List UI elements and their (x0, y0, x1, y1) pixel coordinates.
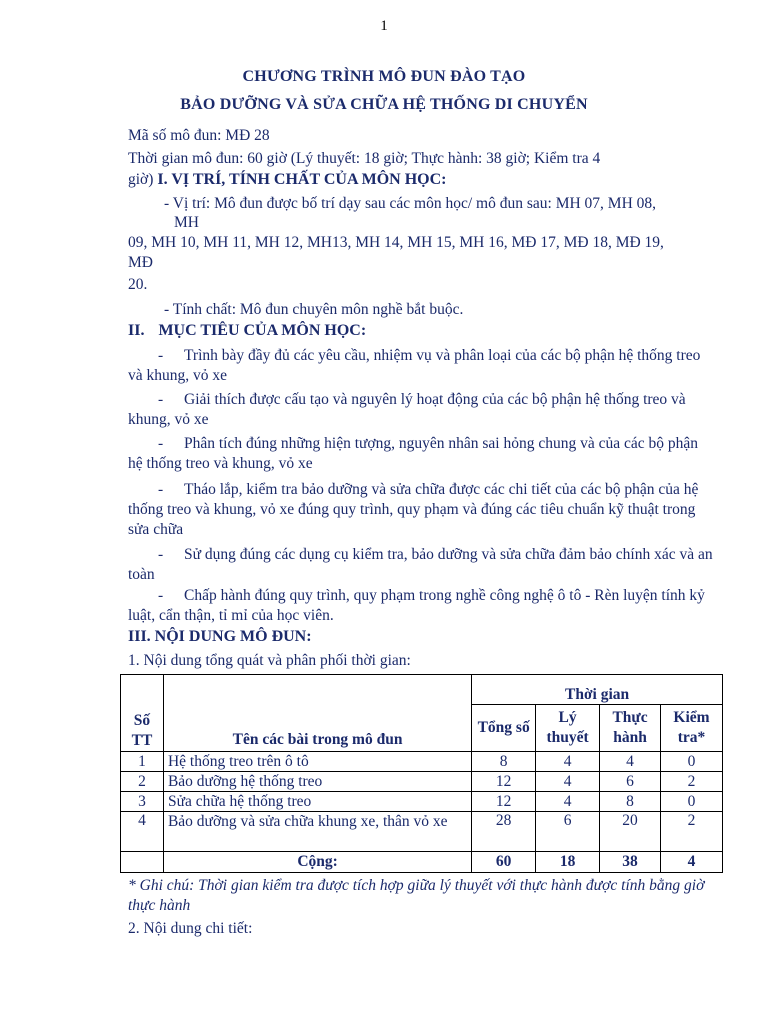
table-row (121, 792, 723, 812)
bullet-dash: - (158, 347, 164, 364)
table-row (121, 752, 723, 772)
table-row (121, 772, 723, 792)
row-name: Hệ thống treo trên ô tô (163, 752, 471, 772)
row-theory: 4 (536, 772, 600, 792)
row-name: Bảo dưỡng hệ thống treo (163, 772, 471, 792)
time-allocation-table (120, 674, 723, 873)
module-duration-end: giờ) (128, 171, 154, 188)
section1-line (128, 171, 447, 189)
row-no: 3 (121, 792, 164, 812)
section1-heading: I. VỊ TRÍ, TÍNH CHẤT CỦA MÔN HỌC: (157, 171, 447, 188)
row-practice: 8 (600, 792, 661, 812)
section2-heading-row (128, 322, 366, 340)
row-total: 12 (472, 772, 536, 792)
row-practice: 6 (600, 772, 661, 792)
module-duration: Thời gian mô đun: 60 giờ (Lý thuyết: 18 giờ; Thực hành: 38 giờ; Kiểm tra 4 (128, 150, 601, 167)
bullet-dash: - (158, 546, 164, 563)
table-note: * Ghi chú: Thời gian kiểm tra được tích hợp giữa lý thuyết với thực hành được tính bằng giờ thực hành (128, 877, 705, 914)
objective-text: Phân tích đúng những hiện tượng, nguyên nhân sai hỏng chung và của các bộ phận hệ thống treo và khung, vỏ xe (128, 435, 698, 472)
row-theory: 6 (536, 812, 600, 852)
row-total: 12 (472, 792, 536, 812)
page-number: 1 (380, 18, 388, 34)
subsection1-heading: 1. Nội dung tổng quát và phân phối thời gian: (128, 652, 411, 669)
objective-item (128, 390, 713, 430)
document-title: CHƯƠNG TRÌNH MÔ ĐUN ĐÀO TẠO (242, 68, 526, 85)
total-practice: 38 (600, 852, 661, 873)
section3-heading: III. NỘI DUNG MÔ ĐUN: (128, 628, 312, 645)
bullet-dash: - (158, 391, 164, 408)
table-row (121, 812, 723, 852)
header-total: Tổng số (472, 705, 536, 752)
module-code: Mã số mô đun: MĐ 28 (128, 127, 270, 144)
header-lesson-name: Tên các bài trong mô đun (163, 675, 471, 752)
header-no: Số TT (121, 675, 164, 752)
bullet-dash: - (158, 481, 164, 498)
row-practice: 20 (600, 812, 661, 852)
row-name: Bảo dưỡng và sửa chữa khung xe, thân vỏ xe (163, 812, 471, 852)
header-theory: Lý thuyết (536, 705, 600, 752)
total-label: Cộng: (163, 852, 471, 873)
row-total: 8 (472, 752, 536, 772)
objective-item (128, 586, 713, 626)
row-test: 2 (661, 772, 723, 792)
objective-item (128, 434, 713, 474)
section2-heading: MỤC TIÊU CỦA MÔN HỌC: (158, 322, 367, 339)
row-test: 0 (661, 792, 723, 812)
row-no: 1 (121, 752, 164, 772)
row-test: 0 (661, 752, 723, 772)
header-practice: Thực hành (600, 705, 661, 752)
position-line-3: 09, MH 10, MH 11, MH 12, MH13, MH 14, MH 15, MH 16, MĐ 17, MĐ 18, MĐ 19, (128, 234, 664, 251)
header-test: Kiểm tra* (661, 705, 723, 752)
objective-item (128, 545, 713, 585)
table-total-row (121, 852, 723, 873)
row-no: 4 (121, 812, 164, 852)
row-theory: 4 (536, 752, 600, 772)
objective-text: Chấp hành đúng quy trình, quy phạm trong nghề công nghệ ô tô - Rèn luyện tính kỷ luật, cẩn thận, tỉ mỉ của học viên. (128, 587, 705, 624)
total-total: 60 (472, 852, 536, 873)
objective-text: Trình bày đầy đủ các yêu cầu, nhiệm vụ và phân loại của các bộ phận hệ thống treo và khung, vỏ xe (128, 347, 701, 384)
total-theory: 18 (536, 852, 600, 873)
row-theory: 4 (536, 792, 600, 812)
document-subtitle: BẢO DƯỠNG VÀ SỬA CHỮA HỆ THỐNG DI CHUYỂN (180, 96, 588, 113)
row-no: 2 (121, 772, 164, 792)
row-practice: 4 (600, 752, 661, 772)
total-test: 4 (661, 852, 723, 873)
subsection2-heading: 2. Nội dung chi tiết: (128, 920, 253, 937)
objective-item (128, 480, 713, 540)
row-total: 28 (472, 812, 536, 852)
header-time: Thời gian (472, 675, 723, 705)
bullet-dash: - (158, 435, 164, 452)
position-line-5: 20. (128, 276, 148, 293)
position-line-2: MH (174, 214, 199, 231)
objective-text: Sử dụng đúng các dụng cụ kiểm tra, bảo dưỡng và sửa chữa đảm bảo chính xác và an toàn (128, 546, 713, 583)
row-name: Sửa chữa hệ thống treo (163, 792, 471, 812)
objective-text: Giải thích được cấu tạo và nguyên lý hoạt động của các bộ phận hệ thống treo và khung, vỏ xe (128, 391, 686, 428)
objective-text: Tháo lắp, kiểm tra bảo dưỡng và sửa chữa được các chi tiết của các bộ phận của hệ thống treo và khung, vỏ xe đúng quy trình, quy phạm và đúng các tiêu chuẩn kỹ thuật trong sửa chữa (128, 481, 699, 538)
table-header-row (121, 675, 723, 705)
position-line-1: - Vị trí: Mô đun được bố trí dạy sau các môn học/ mô đun sau: MH 07, MH 08, (164, 195, 657, 212)
section2-number: II. (128, 322, 145, 339)
position-line-4: MĐ (128, 254, 153, 271)
row-test: 2 (661, 812, 723, 852)
total-no-cell (121, 852, 164, 873)
bullet-dash: - (158, 587, 164, 604)
module-nature: - Tính chất: Mô đun chuyên môn nghề bắt buộc. (164, 301, 464, 318)
objective-item (128, 346, 713, 386)
